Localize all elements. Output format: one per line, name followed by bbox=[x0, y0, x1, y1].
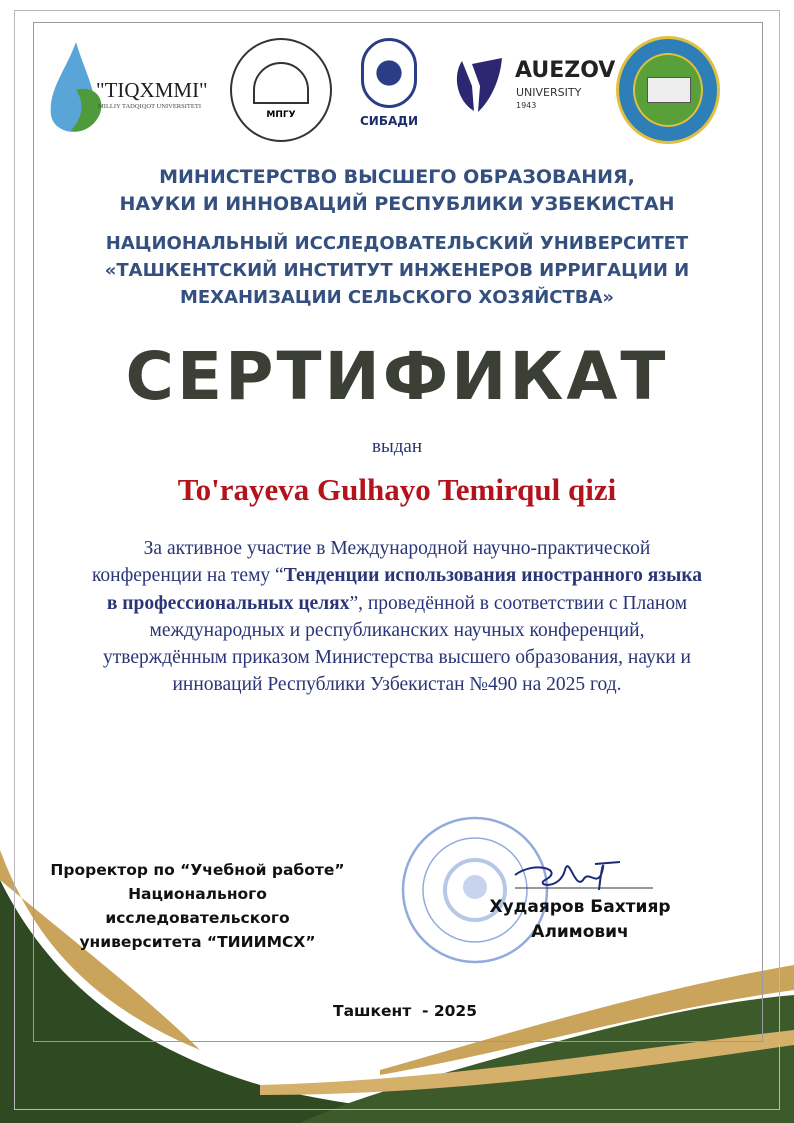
certificate-title: СЕРТИФИКАТ bbox=[125, 338, 669, 415]
signatory-name: Худаяров Бахтияр Алимович bbox=[489, 897, 671, 942]
issued-label: выдан bbox=[371, 436, 422, 457]
recipient-name: To'rayeva Gulhayo Temirqul qizi bbox=[177, 472, 617, 507]
tiqxmmi-logo: "TIQXMMI" MILLIY TADQIQOT UNIVERSITETI bbox=[46, 40, 231, 140]
city-year: Ташкент - 2025 bbox=[333, 1002, 477, 1020]
partner-logos bbox=[40, 36, 760, 146]
university-heading: НАЦИОНАЛЬНЫЙ ИССЛЕДОВАТЕЛЬСКИЙ УНИВЕРСИТЕТ «ТАШКЕНТСКИЙ ИНСТИТУТ ИНЖЕНЕРОВ ИРРИГАЦИИ И МЕХАНИЗАЦИИ СЕЛЬСКОГО ХОЗЯЙСТВА» bbox=[104, 233, 690, 308]
signatory-position: Проректор по “Учебной работе” Национального исследовательского университета “ТИИИМСХ” bbox=[50, 861, 345, 951]
ministry-heading: МИНИСТЕРСТВО ВЫСШЕГО ОБРАЗОВАНИЯ, НАУКИ И ИННОВАЦИЙ РЕСПУБЛИКИ УЗБЕКИСТАН bbox=[119, 166, 675, 215]
sibadi-logo: СИБАДИ bbox=[358, 38, 420, 142]
conference-topic: Тенденции использования иностранного языка в профессиональных целях bbox=[106, 565, 703, 614]
mpgu-logo: МПГУ bbox=[230, 38, 332, 142]
certificate-body: За активное участие в Международной научно-практической конференции на тему “Тенденции использования иностранного языка в профессиональных целях”, проведённой в соответствии с Планом международных и республиканских научных конференций, утверждённым приказом Министерства высшего образования, науки и инноваций Республики Узбекистан №490 на 2025 год. bbox=[91, 538, 703, 696]
auezov-logo: AUEZOV UNIVERSITY 1943 bbox=[452, 56, 612, 126]
kazakh-university-seal bbox=[616, 36, 720, 144]
signature bbox=[505, 850, 655, 900]
